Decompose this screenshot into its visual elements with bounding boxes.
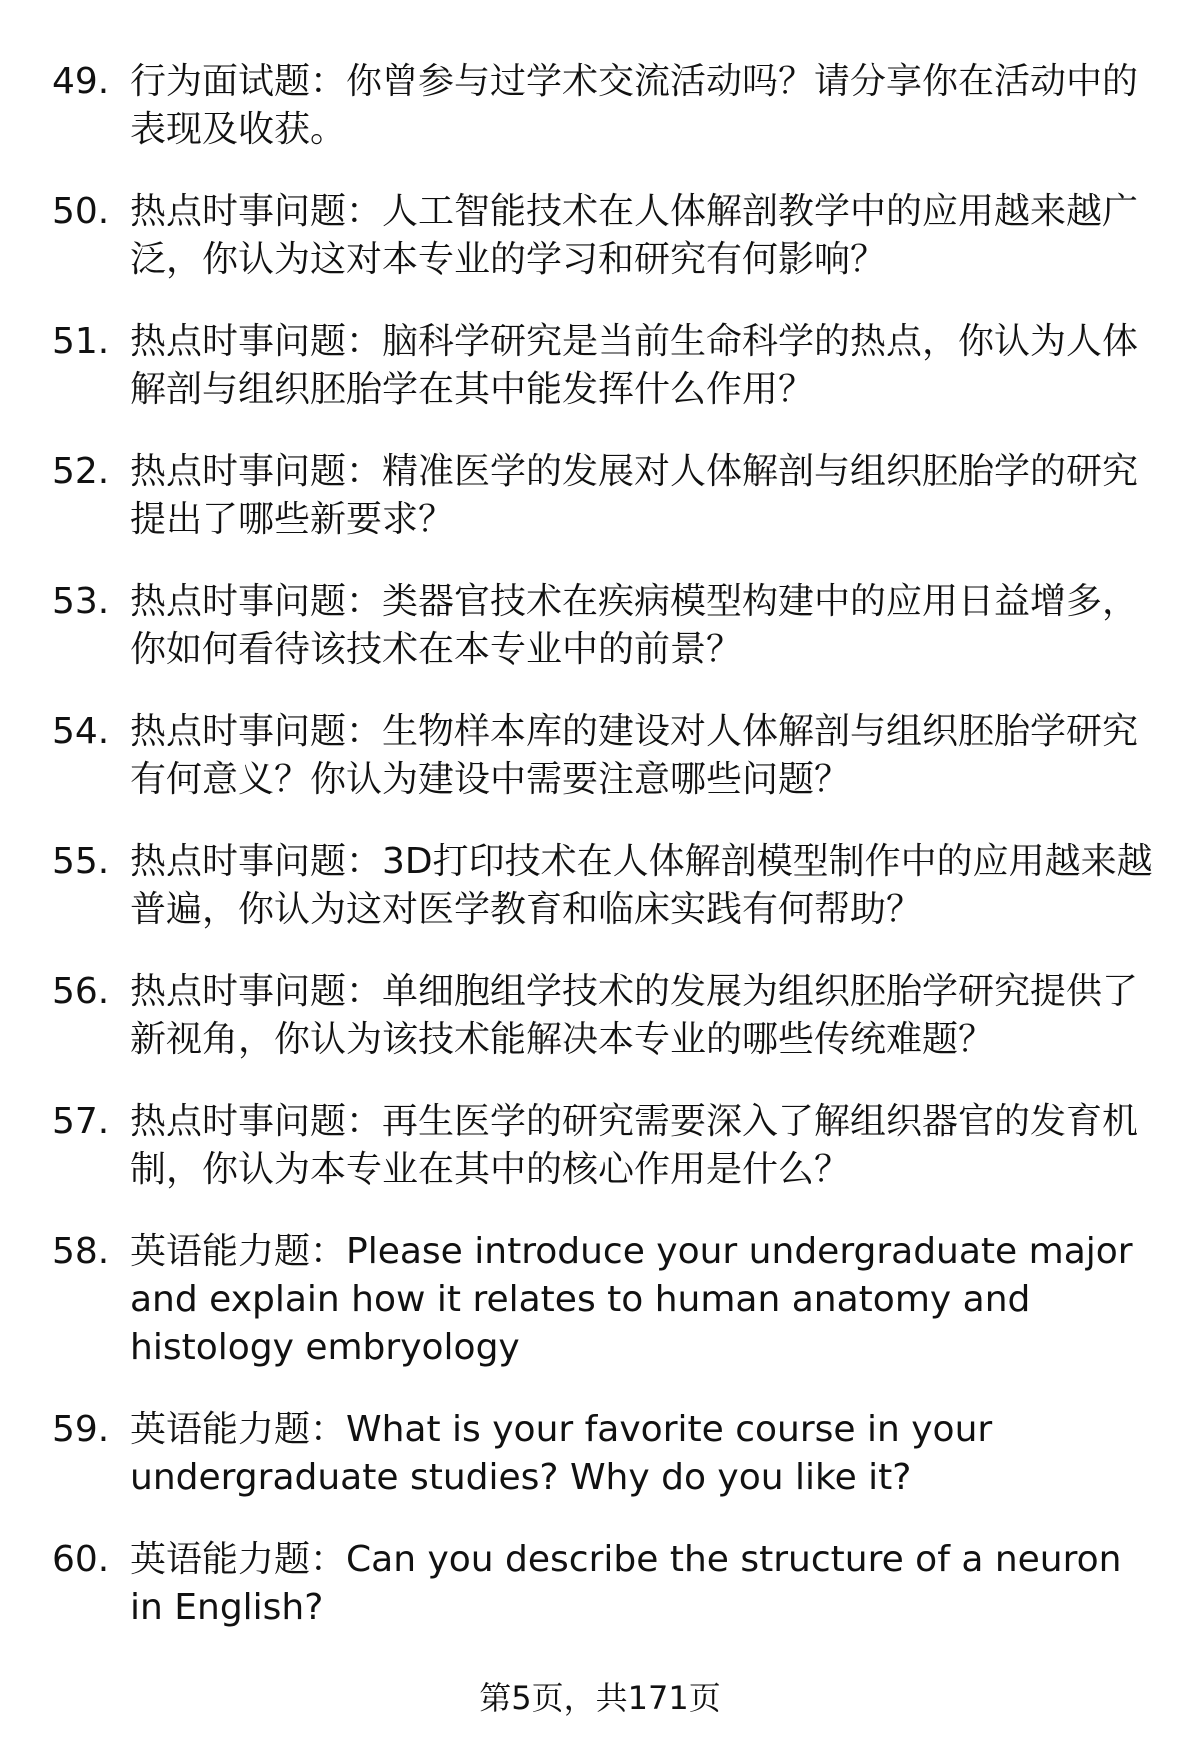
question-text: 英语能力题：What is your favorite course in your undergraduate studies? Why do you like it? bbox=[130, 1409, 993, 1498]
question-item bbox=[52, 318, 1162, 414]
question-number: 51. bbox=[52, 321, 110, 362]
question-item bbox=[52, 1406, 1162, 1502]
page-footer: 第5页，共171页 bbox=[479, 1679, 721, 1717]
question-text: 行为面试题：你曾参与过学术交流活动吗？请分享你在活动中的表现及收获。 bbox=[130, 61, 1139, 150]
question-text: 热点时事问题：人工智能技术在人体解剖教学中的应用越来越广泛，你认为这对本专业的学习和研究有何影响？ bbox=[130, 191, 1139, 280]
question-number: 50. bbox=[52, 191, 110, 232]
question-text: 热点时事问题：精准医学的发展对人体解剖与组织胚胎学的研究提出了哪些新要求？ bbox=[130, 451, 1139, 540]
question-item bbox=[52, 1536, 1162, 1632]
question-text: 热点时事问题：脑科学研究是当前生命科学的热点，你认为人体解剖与组织胚胎学在其中能发挥什么作用？ bbox=[130, 321, 1139, 410]
question-number: 59. bbox=[52, 1409, 110, 1450]
question-text: 英语能力题：Can you describe the structure of a neuron in English? bbox=[130, 1539, 1122, 1628]
question-item bbox=[52, 838, 1162, 934]
question-item bbox=[52, 708, 1162, 804]
question-item bbox=[52, 188, 1162, 284]
question-number: 57. bbox=[52, 1101, 110, 1142]
question-number: 52. bbox=[52, 451, 110, 492]
question-text: 热点时事问题：生物样本库的建设对人体解剖与组织胚胎学研究有何意义？你认为建设中需要注意哪些问题？ bbox=[130, 711, 1139, 800]
question-number: 60. bbox=[52, 1539, 110, 1580]
question-item bbox=[52, 968, 1162, 1064]
question-text: 热点时事问题：类器官技术在疾病模型构建中的应用日益增多，你如何看待该技术在本专业中的前景？ bbox=[130, 581, 1139, 670]
question-number: 53. bbox=[52, 581, 110, 622]
question-item bbox=[52, 448, 1162, 544]
question-text: 热点时事问题：单细胞组学技术的发展为组织胚胎学研究提供了新视角，你认为该技术能解决本专业的哪些传统难题？ bbox=[130, 971, 1139, 1060]
question-text: 热点时事问题：3D打印技术在人体解剖模型制作中的应用越来越普遍，你认为这对医学教育和临床实践有何帮助？ bbox=[130, 841, 1153, 930]
question-item bbox=[52, 1228, 1162, 1372]
question-text: 英语能力题：Please introduce your undergraduate major and explain how it relates to human anatomy and histology embryology bbox=[130, 1231, 1133, 1368]
question-number: 56. bbox=[52, 971, 110, 1012]
question-list bbox=[52, 58, 1162, 1666]
question-text: 热点时事问题：再生医学的研究需要深入了解组织器官的发育机制，你认为本专业在其中的核心作用是什么？ bbox=[130, 1101, 1139, 1190]
question-item bbox=[52, 1098, 1162, 1194]
question-number: 58. bbox=[52, 1231, 110, 1272]
question-number: 49. bbox=[52, 61, 110, 102]
question-number: 54. bbox=[52, 711, 110, 752]
question-number: 55. bbox=[52, 841, 110, 882]
question-item bbox=[52, 578, 1162, 674]
question-item bbox=[52, 58, 1162, 154]
